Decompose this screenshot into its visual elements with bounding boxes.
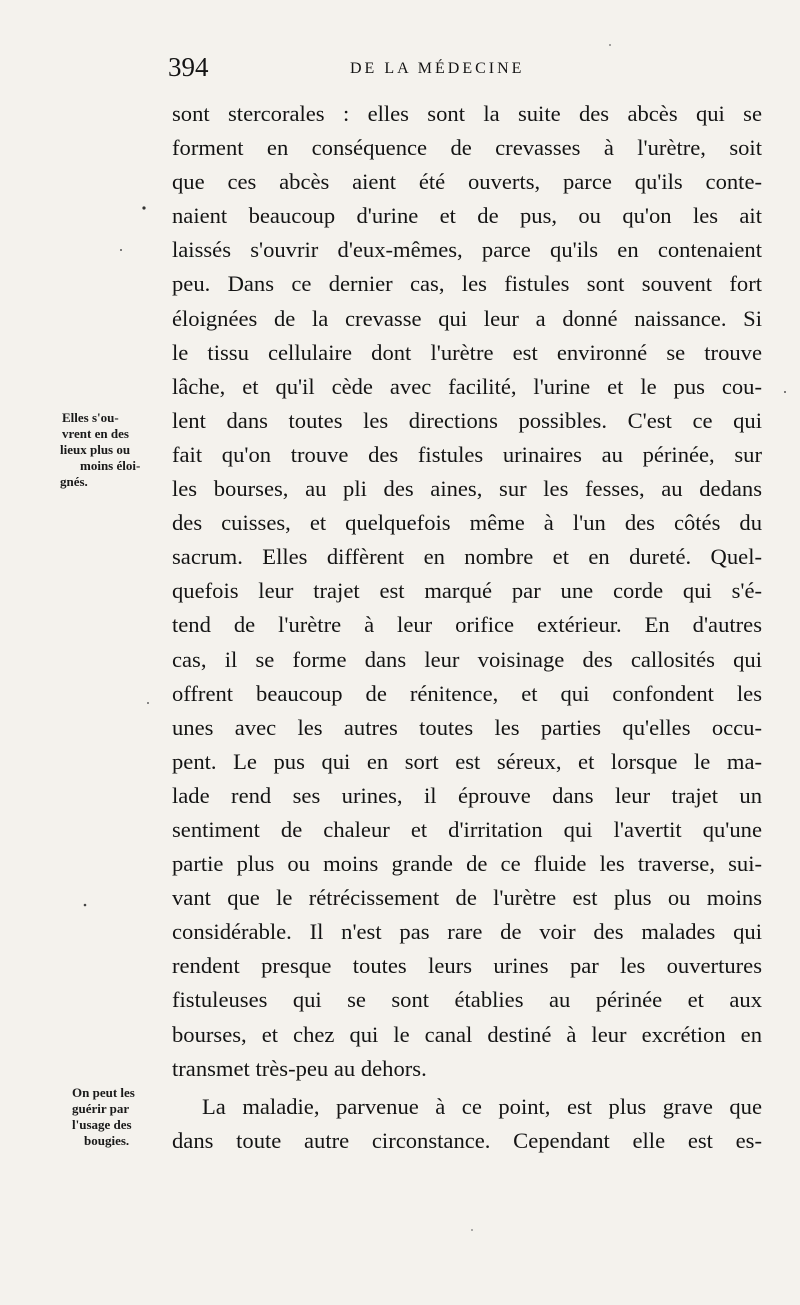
text-line: offrent beaucoup de rénitence, et qui confondent les	[172, 680, 762, 706]
margin-note-line: On peut les	[72, 1085, 135, 1100]
text-line: lâche, et qu'il cède avec facilité, l'urine et le pus cou-	[172, 373, 762, 399]
text-line: que ces abcès aient été ouverts, parce qu'ils conte-	[172, 169, 762, 195]
text-line: pent. Le pus qui en sort est séreux, et lorsque le ma-	[172, 748, 762, 774]
text-line: bourses, et chez qui le canal destiné à leur excrétion en	[172, 1021, 762, 1047]
margin-note-line: Elles s'ou-	[62, 410, 119, 425]
margin-note-bougies	[72, 1085, 166, 1149]
text-line: sacrum. Elles diffèrent en nombre et en dureté. Quel-	[172, 544, 762, 570]
margin-note-line: gnés.	[60, 474, 88, 489]
margin-note-line: lieux plus ou	[60, 442, 131, 457]
margin-note-line: vrent en des	[62, 426, 129, 441]
text-line: vant que le rétrécissement de l'urètre est plus ou moins	[172, 885, 762, 911]
page-number: 394	[168, 52, 209, 82]
text-line: transmet très-peu au dehors.	[172, 1055, 427, 1081]
text-line: forment en conséquence de crevasses à l'urètre, soit	[172, 135, 762, 161]
margin-note-line: bougies.	[84, 1133, 130, 1148]
text-line: unes avec les autres toutes les parties qu'elles occu-	[172, 714, 762, 740]
text-line: tend de l'urètre à leur orifice extérieur. En d'autres	[172, 612, 762, 638]
text-line: partie plus ou moins grande de ce fluide les traverse, sui-	[172, 851, 762, 877]
text-line: le tissu cellulaire dont l'urètre est environné se trouve	[172, 339, 762, 365]
text-line: sentiment de chaleur et d'irritation qui l'avertit qu'une	[172, 816, 762, 842]
page-header	[168, 52, 758, 88]
text-line: des cuisses, et quelquefois même à l'un des côtés du	[172, 510, 762, 536]
text-line: peu. Dans ce dernier cas, les fistules sont souvent fort	[172, 271, 762, 297]
text-line: dans toute autre circonstance. Cependant elle est es-	[172, 1127, 762, 1153]
text-line: les bourses, au pli des aines, sur les fesses, au dedans	[172, 476, 762, 502]
text-line: fait qu'on trouve des fistules urinaires au périnée, sur	[172, 441, 762, 467]
text-line: considérable. Il n'est pas rare de voir des malades qui	[172, 919, 762, 945]
text-line: La maladie, parvenue à ce point, est plus grave que	[202, 1093, 762, 1119]
text-line: cas, il se forme dans leur voisinage des callosités qui	[172, 646, 762, 672]
text-line: lent dans toutes les directions possibles. C'est ce qui	[172, 407, 762, 433]
text-line: sont stercorales : elles sont la suite des abcès qui se	[172, 101, 762, 126]
running-head: DE LA MÉDECINE	[350, 60, 525, 77]
text-line: lade rend ses urines, il éprouve dans leur trajet un	[172, 782, 762, 808]
text-line: éloignées de la crevasse qui leur a donné naissance. Si	[172, 305, 762, 331]
text-line: naient beaucoup d'urine et de pus, ou qu'on les ait	[172, 203, 762, 229]
margin-note-line: guérir par	[72, 1101, 130, 1116]
text-line: rendent presque toutes leurs urines par les ouvertures	[172, 953, 762, 979]
body-text	[172, 97, 762, 1158]
margin-note-line: moins éloi-	[80, 458, 141, 473]
text-line: laissés s'ouvrir d'eux-mêmes, parce qu'ils en contenaient	[172, 237, 762, 263]
margin-note-line: l'usage des	[72, 1117, 132, 1132]
text-line: quefois leur trajet est marqué par une corde qui s'é-	[172, 578, 762, 604]
margin-note-fistule-locations	[60, 410, 164, 490]
text-line: fistuleuses qui se sont établies au périnée et aux	[172, 987, 762, 1013]
